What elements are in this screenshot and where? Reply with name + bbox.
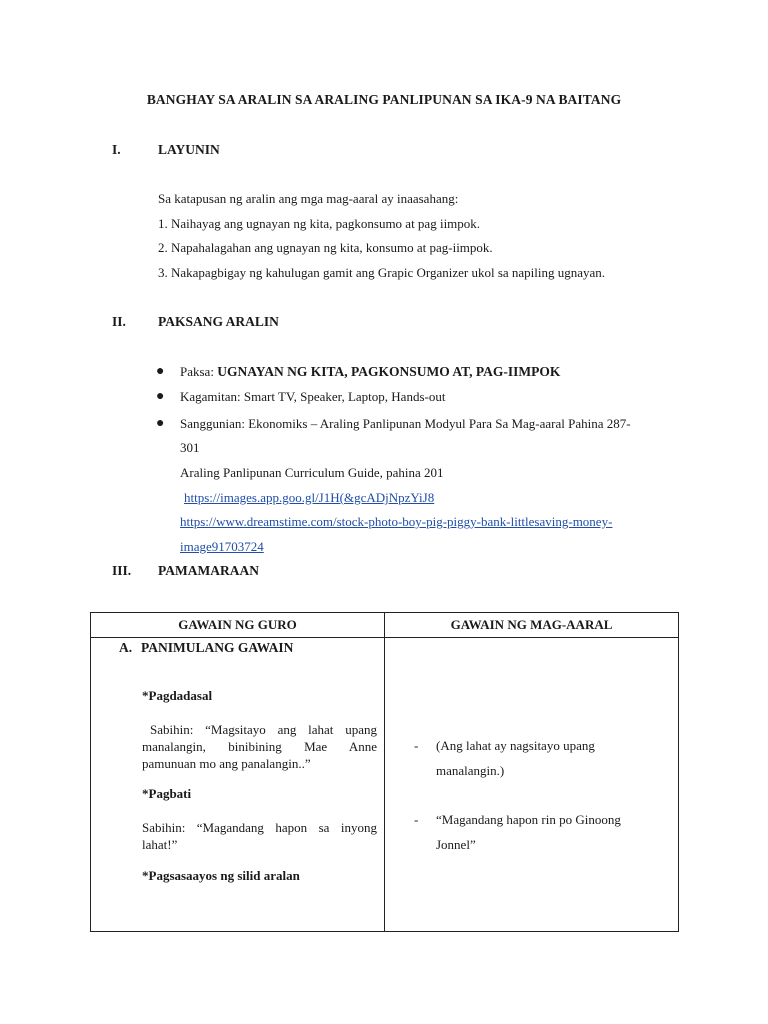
response-2-line-1: “Magandang hapon rin po Ginoong <box>436 812 621 827</box>
paksa-line <box>180 364 560 380</box>
part-label: A. <box>119 640 133 655</box>
curriculum-guide-line: Araling Panlipunan Curriculum Guide, pahina 201 <box>180 465 444 480</box>
sanggunian-line-1: Sanggunian: Ekonomiks – Araling Panlipunan Modyul Para Sa Mag-aaral Pahina 287- <box>180 416 631 431</box>
lesson-table <box>90 612 679 932</box>
response-dash-2: - <box>414 812 419 827</box>
layunin-item-1: 1. Naihayag ang ugnayan ng kita, pagkonsumo at pag iimpok. <box>158 216 481 231</box>
paksa-value: UGNAYAN NG KITA, PAGKONSUMO AT, PAG-IIMPOK <box>217 364 561 379</box>
layunin-intro: Sa katapusan ng aralin ang mga mag-aaral ay inaasahang: <box>158 191 459 206</box>
section-heading-layunin: LAYUNIN <box>158 142 220 157</box>
paksa-label: Paksa: <box>180 364 214 379</box>
response-dash-1: - <box>414 738 419 753</box>
header-gawain-ng-mag-aaral: GAWAIN NG MAG-AARAL <box>385 613 679 638</box>
reference-link-1[interactable]: https://images.app.goo.gl/J1H(&gcADjNpzYiJ8 <box>184 490 435 505</box>
part-title: PANIMULANG GAWAIN <box>141 640 294 655</box>
pagbati-text: Sabihin: “Magandang hapon sa inyong lahat!” <box>142 820 377 852</box>
table-header-row <box>91 613 679 638</box>
reference-link-2-line-2[interactable]: image91703724 <box>180 539 264 554</box>
response-2-line-2: Jonnel” <box>436 837 476 852</box>
bullet-icon: ● <box>156 389 165 404</box>
section-heading-pamamaraan: PAMAMARAAN <box>158 563 259 578</box>
response-1-line-2: manalangin.) <box>436 763 505 778</box>
layunin-item-2: 2. Napahalagahan ang ugnayan ng kita, konsumo at pag-iimpok. <box>158 240 493 255</box>
table-row <box>91 638 679 932</box>
section-numeral-paksang-aralin: II. <box>112 314 126 329</box>
bullet-icon: ● <box>156 364 165 379</box>
section-heading-paksang-aralin: PAKSANG ARALIN <box>158 314 279 329</box>
header-gawain-ng-guro: GAWAIN NG GURO <box>91 613 385 638</box>
bullet-icon: ● <box>156 416 165 431</box>
reference-link-2-line-1[interactable]: https://www.dreamstime.com/stock-photo-boy-pig-piggy-bank-littlesaving-money- <box>180 514 613 529</box>
pagdadasal-text: Sabihin: “Magsitayo ang lahat upang manalangin, binibining Mae Anne pamunuan mo ang panalangin..” <box>142 722 377 771</box>
pagbati-heading: *Pagbati <box>142 786 192 801</box>
pagdadasal-heading: *Pagdadasal <box>142 688 213 703</box>
guro-cell <box>91 638 385 932</box>
sanggunian-line-2: 301 <box>180 440 200 455</box>
section-numeral-layunin: I. <box>112 142 121 157</box>
pagsasaayos-heading: *Pagsasaayos ng silid aralan <box>142 868 300 883</box>
kagamitan-line: Kagamitan: Smart TV, Speaker, Laptop, Hands-out <box>180 389 446 404</box>
layunin-item-3: 3. Nakapagbigay ng kahulugan gamit ang Grapic Organizer ukol sa napiling ugnayan. <box>158 265 606 280</box>
document-title: BANGHAY SA ARALIN SA ARALING PANLIPUNAN SA IKA-9 NA BAITANG <box>146 92 622 107</box>
section-numeral-pamamaraan: III. <box>112 563 132 578</box>
response-1-line-1: (Ang lahat ay nagsitayo upang <box>436 738 595 753</box>
mag-aaral-cell <box>385 638 679 932</box>
